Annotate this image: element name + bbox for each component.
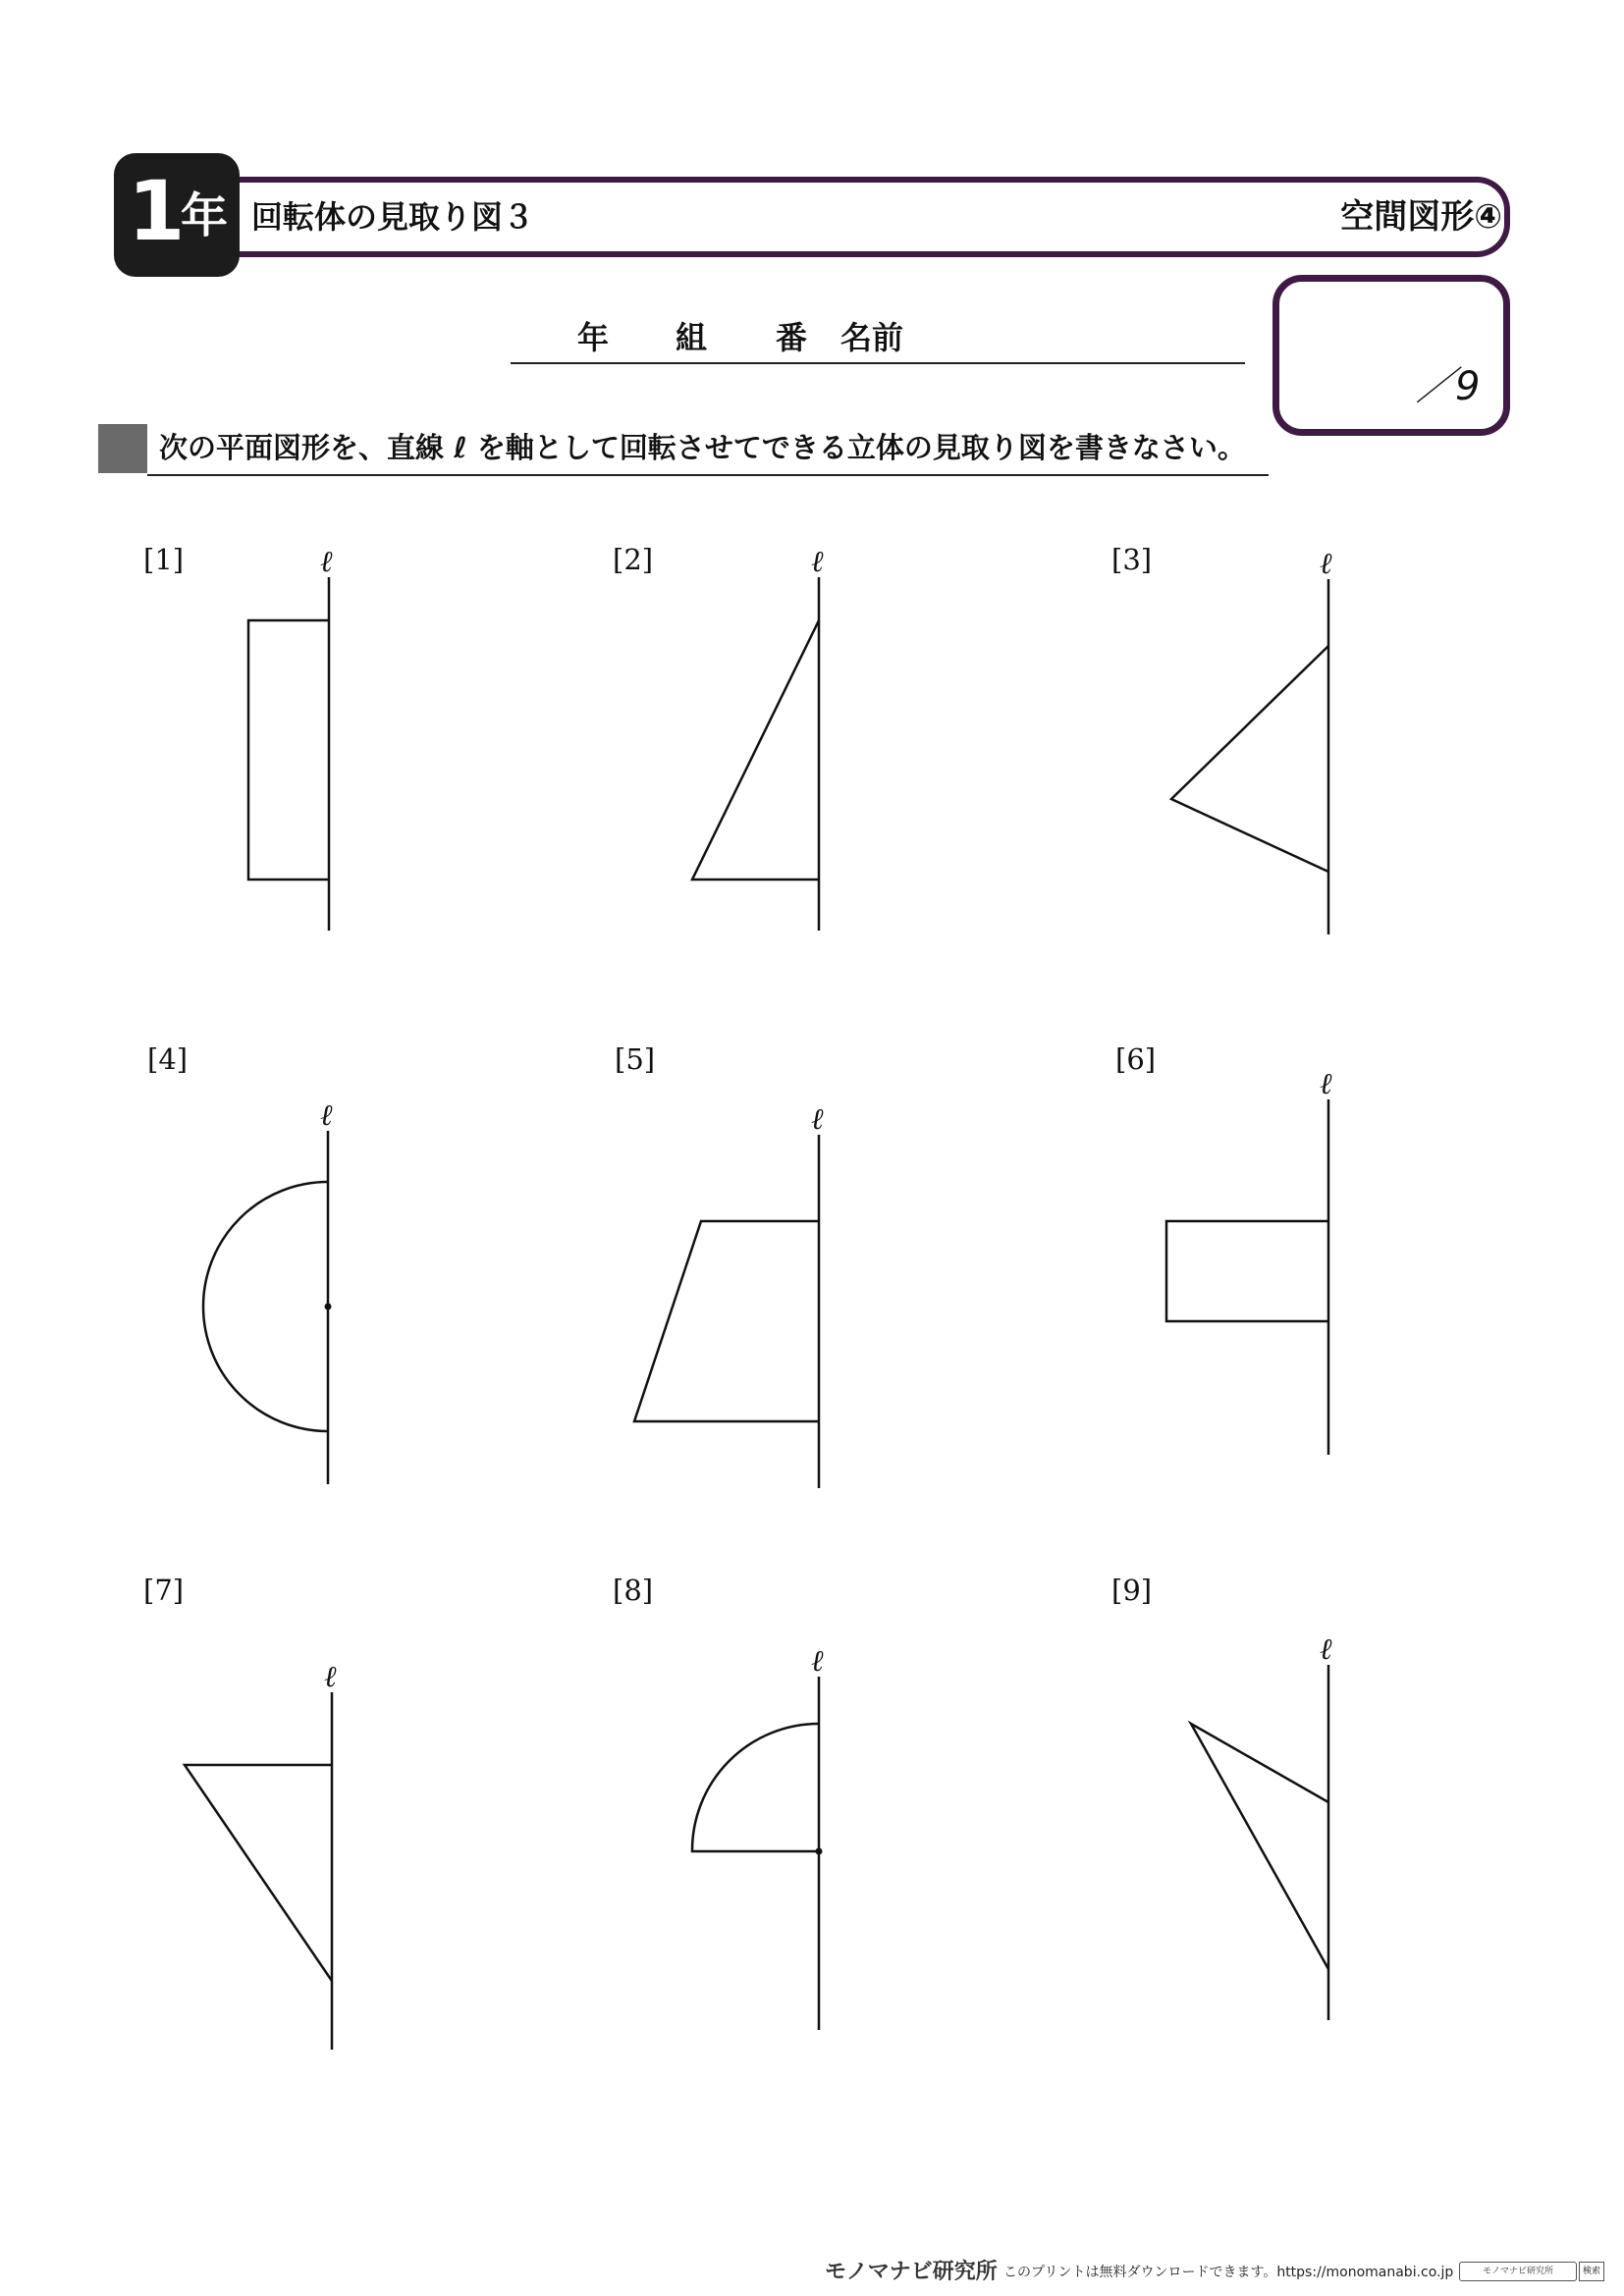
name-label: 名前 bbox=[840, 319, 904, 356]
footer-text: このプリントは無料ダウンロードできます。https://monomanabi.co.jp bbox=[1003, 2265, 1454, 2280]
score-total: ／9 bbox=[1416, 364, 1481, 409]
problem-9 bbox=[1111, 1574, 1332, 2020]
instruction-text: 次の平面図形を、直線 ℓ を軸として回転させてできる立体の見取り図を書きなさい。 bbox=[159, 431, 1246, 464]
axis-label: ℓ bbox=[811, 545, 824, 579]
problem-label: [9] bbox=[1111, 1574, 1153, 1607]
grade-number: 1 bbox=[128, 163, 186, 259]
problem-label: [2] bbox=[613, 543, 654, 576]
class-label: 組 bbox=[676, 319, 708, 356]
problem-label: [3] bbox=[1111, 543, 1153, 576]
triangle-figure bbox=[1191, 1724, 1328, 1969]
problem-label: [1] bbox=[143, 543, 185, 576]
search-field[interactable]: モノマナビ研究所 bbox=[1459, 2262, 1577, 2281]
center-point bbox=[816, 1848, 823, 1855]
footer bbox=[825, 2258, 1600, 2287]
problem-2 bbox=[613, 543, 824, 931]
rectangle-figure bbox=[248, 620, 329, 880]
quarter-circle-figure bbox=[692, 1724, 819, 1851]
problem-1 bbox=[143, 543, 333, 931]
problem-5 bbox=[615, 1042, 824, 1488]
center-point bbox=[325, 1304, 332, 1310]
year-label: 年 bbox=[577, 319, 610, 356]
problem-label: [6] bbox=[1115, 1042, 1157, 1076]
axis-label: ℓ bbox=[1320, 1632, 1332, 1667]
rectangle-figure bbox=[1166, 1221, 1328, 1321]
worksheet-title: 回転体の見取り図３ bbox=[251, 198, 535, 236]
problem-8 bbox=[613, 1574, 824, 2030]
grade-unit: 年 bbox=[181, 188, 229, 243]
problem-label: [5] bbox=[615, 1042, 656, 1076]
axis-label: ℓ bbox=[811, 1102, 824, 1137]
axis-label: ℓ bbox=[320, 1098, 333, 1133]
problem-4 bbox=[147, 1042, 333, 1484]
axis-label: ℓ bbox=[324, 1660, 337, 1694]
axis-label: ℓ bbox=[811, 1644, 824, 1679]
trapezoid-figure bbox=[634, 1221, 819, 1421]
triangle-figure bbox=[1171, 646, 1328, 872]
axis-label: ℓ bbox=[1320, 1067, 1332, 1101]
right-triangle-figure bbox=[185, 1765, 332, 1981]
problem-label: [4] bbox=[147, 1042, 189, 1076]
problem-label: [8] bbox=[613, 1574, 654, 1607]
problem-6 bbox=[1115, 1042, 1332, 1455]
problem-label: [7] bbox=[143, 1574, 185, 1607]
right-triangle-figure bbox=[692, 620, 819, 880]
problem-3 bbox=[1111, 543, 1332, 934]
number-label: 番 bbox=[776, 319, 808, 356]
axis-label: ℓ bbox=[1320, 547, 1332, 581]
search-button[interactable]: 検索 bbox=[1579, 2262, 1604, 2281]
semicircle-figure bbox=[203, 1182, 328, 1431]
brand-logo: モノマナビ研究所 bbox=[825, 2260, 998, 2284]
axis-label: ℓ bbox=[320, 545, 333, 579]
unit-label: 空間図形④ bbox=[1340, 197, 1502, 237]
problem-7 bbox=[143, 1574, 337, 2050]
